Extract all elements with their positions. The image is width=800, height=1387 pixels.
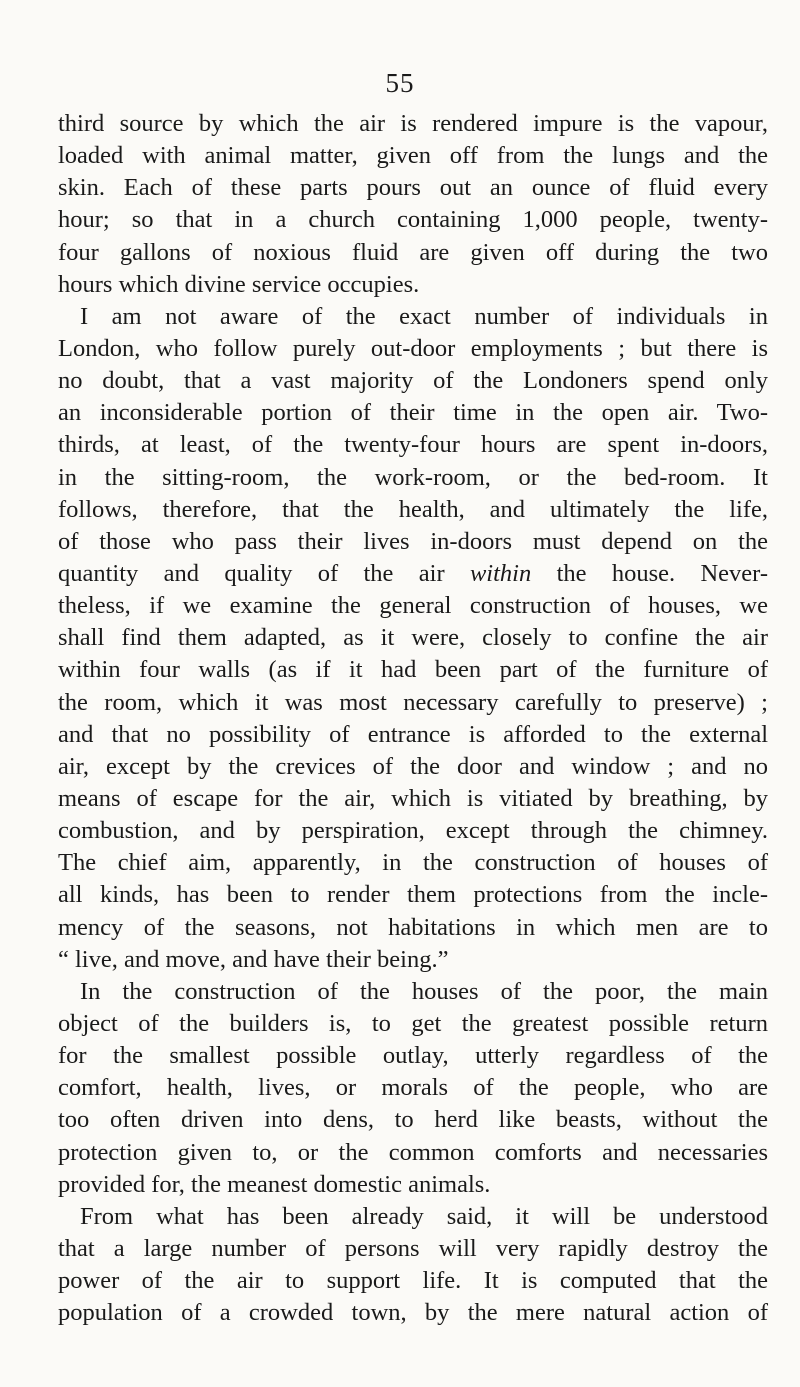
text-line: thirds, at least, of the twenty-four hours are spent in-doors, xyxy=(58,431,768,459)
text-line: power of the air to support life. It is computed that the xyxy=(58,1267,768,1295)
text-line: “ live, and move, and have their being.” xyxy=(58,945,449,973)
text-line: means of escape for the air, which is vitiated by breathing, by xyxy=(58,784,768,812)
text-line: London, who follow purely out-door employments ; but there is xyxy=(58,334,768,362)
text-line: object of the builders is, to get the greatest possible return xyxy=(58,1009,768,1037)
text-line: hours which divine service occupies. xyxy=(58,270,420,298)
text-segment: the house. Never- xyxy=(531,559,768,587)
text-line: within four walls (as if it had been part of the furniture of xyxy=(58,656,768,684)
text-line: In the construction of the houses of the poor, the main xyxy=(80,977,768,1005)
text-line: hour; so that in a church containing 1,000 people, twenty- xyxy=(58,206,768,234)
text-line: no doubt, that a vast majority of the Londoners spend only xyxy=(58,367,768,395)
text-line: and that no possibility of entrance is afforded to the external xyxy=(58,720,768,748)
text-line: third source by which the air is rendered impure is the vapour, xyxy=(58,110,768,137)
text-line: I am not aware of the exact number of individuals in xyxy=(80,302,768,330)
text-line: population of a crowded town, by the mere natural action of xyxy=(58,1299,768,1327)
text-line: four gallons of noxious fluid are given off during the two xyxy=(58,238,768,266)
text-line: mency of the seasons, not habitations in which men are to xyxy=(58,913,768,941)
body-text xyxy=(58,108,768,1329)
text-line: an inconsiderable portion of their time in the open air. Two- xyxy=(58,399,768,427)
text-line xyxy=(58,558,768,590)
italic-word: within xyxy=(469,559,532,587)
text-line: combustion, and by perspiration, except through the chimney. xyxy=(58,817,768,845)
text-line: in the sitting-room, the work-room, or the bed-room. It xyxy=(58,463,768,491)
text-line: loaded with animal matter, given off from the lungs and the xyxy=(58,142,768,170)
text-line: shall find them adapted, as it were, closely to confine the air xyxy=(58,624,768,652)
text-line: of those who pass their lives in-doors must depend on the xyxy=(58,527,768,555)
text-line: the room, which it was most necessary carefully to preserve) ; xyxy=(58,688,768,716)
text-line: that a large number of persons will very rapidly destroy the xyxy=(58,1234,768,1262)
page-number: 55 xyxy=(385,68,415,98)
text-segment: quantity and quality of the air xyxy=(58,559,470,587)
text-line: protection given to, or the common comforts and necessaries xyxy=(58,1138,768,1166)
text-line: The chief aim, apparently, in the construction of houses of xyxy=(58,849,768,877)
text-line: too often driven into dens, to herd like beasts, without the xyxy=(58,1106,768,1134)
text-line: skin. Each of these parts pours out an ounce of fluid every xyxy=(58,174,768,202)
text-line: follows, therefore, that the health, and ultimately the life, xyxy=(58,495,768,523)
text-line: for the smallest possible outlay, utterly regardless of the xyxy=(58,1042,768,1070)
text-line: air, except by the crevices of the door and window ; and no xyxy=(58,752,768,780)
text-line: comfort, health, lives, or morals of the people, who are xyxy=(58,1074,768,1102)
text-line: all kinds, has been to render them protections from the incle- xyxy=(58,881,768,909)
text-line: provided for, the meanest domestic animals. xyxy=(58,1170,491,1198)
text-line: From what has been already said, it will be understood xyxy=(80,1202,768,1230)
text-line: theless, if we examine the general construction of houses, we xyxy=(58,592,768,620)
